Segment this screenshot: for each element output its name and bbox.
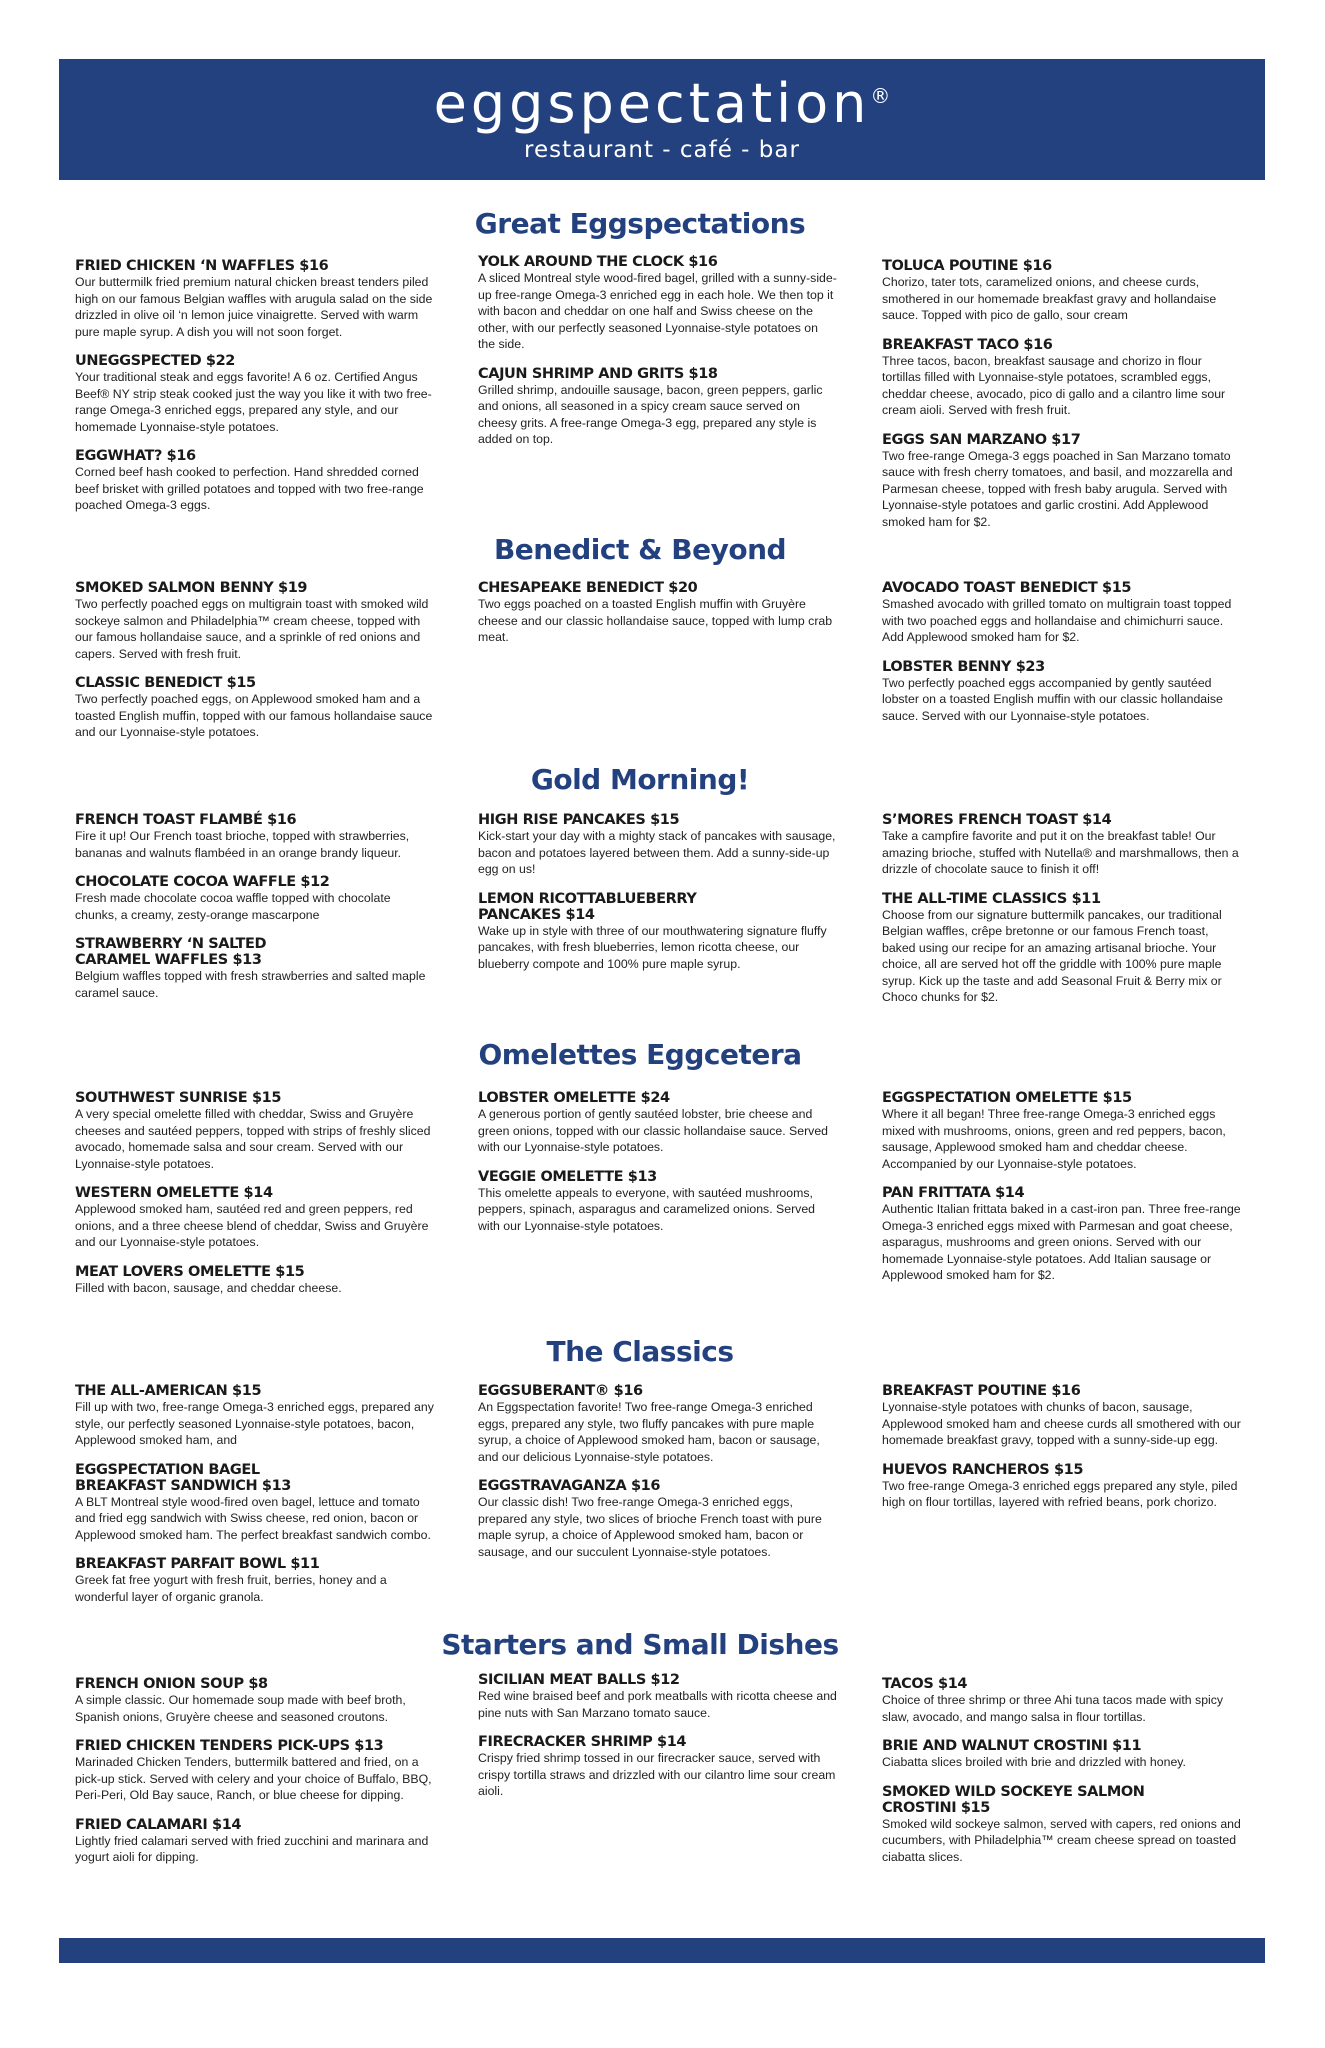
footer-bar	[59, 1938, 1265, 1963]
brand-logo	[59, 72, 1265, 135]
item-description: Smoked wild sockeye salmon, served with capers, red onions and cucumbers, with Philadelphia™ cream cheese spread on toasted ciabatta slices.	[882, 1816, 1241, 1864]
menu-column	[882, 1383, 1242, 1524]
header-banner	[59, 59, 1265, 180]
menu-item	[75, 1738, 435, 1804]
item-description: Three tacos, bacon, breakfast sausage and chorizo in flour tortillas filled with Lyonnaise-style potatoes, scrambled eggs, cheddar cheese, avocado, pico di gallo and a cilantro lime sour cream aioli. Served with fresh fruit.	[882, 353, 1226, 417]
menu-item	[75, 936, 435, 1001]
item-description: Applewood smoked ham, sautéed red and green peppers, red onions, and a three cheese blend of cheddar, Swiss and Gruyère and our Lyonnaise-style potatoes.	[75, 1202, 429, 1249]
menu-column	[478, 254, 838, 461]
item-name: STRAWBERRY ‘N SALTED CARAMEL WAFFLES $13	[75, 936, 267, 968]
item-description: Two perfectly poached eggs on multigrain toast with smoked wild sockeye salmon and Philadelphia™ cream cheese, topped with our famous hollandaise sauce, and a sprinkle of red onions and capers. Served with fresh fruit.	[75, 597, 429, 661]
menu-item	[75, 448, 435, 514]
menu-column	[882, 258, 1242, 543]
item-description: Red wine braised beef and pork meatballs with ricotta cheese and pine nuts with San Marzano tomato sauce.	[478, 1689, 837, 1720]
menu-item	[75, 1676, 435, 1725]
menu-item	[75, 1264, 435, 1297]
menu-item	[882, 1383, 1242, 1449]
menu-item	[882, 812, 1242, 878]
item-description: A BLT Montreal style wood-fired oven bagel, lettuce and tomato and fried egg sandwich with Swiss cheese, red onion, bacon or Applewood smoked ham. The perfect breakfast sandwich combo.	[75, 1494, 431, 1542]
item-description: A generous portion of gently sautéed lobster, brie cheese and green onions, topped with our classic hollandaise sauce. Served with our Lyonnaise-style potatoes.	[478, 1107, 828, 1154]
menu-item	[478, 366, 838, 448]
item-name: EGGSPECTATION BAGEL BREAKFAST SANDWICH $13	[75, 1461, 291, 1494]
item-description: Your traditional steak and eggs favorite! A 6 oz. Certified Angus Beef® NY strip steak cooked just the way you like it with two free- range Omega-3 enriched eggs, prepared any style, and our homemade Lyonnaise-style potatoes.	[75, 370, 432, 434]
menu-column	[75, 1383, 435, 1618]
item-name: WESTERN OMELETTE $14	[75, 1185, 273, 1201]
menu-column	[75, 1676, 435, 1879]
item-name: EGGSUBERANT® $16	[478, 1383, 643, 1399]
menu-item	[478, 891, 838, 973]
menu-item	[478, 812, 838, 878]
menu-item	[75, 874, 435, 923]
item-description: Two perfectly poached eggs accompanied by gently sautéed lobster on a toasted English muffin with our classic hollandaise sauce. Served with our Lyonnaise-style potatoes.	[882, 675, 1223, 723]
item-description: Where it all began! Three free-range Omega-3 enriched eggs mixed with mushrooms, onions, green and red peppers, bacon, sausage, Applewood smoked ham and cheddar cheese. Accompanied by our Lyonnaise-style potatoes.	[882, 1107, 1226, 1171]
section-title-starters-small-dishes: Starters and Small Dishes	[441, 1628, 839, 1661]
item-name: VEGGIE OMELETTE $13	[478, 1168, 657, 1185]
item-name: BREAKFAST PARFAIT BOWL $11	[75, 1556, 320, 1572]
item-name: FRENCH ONION SOUP $8	[75, 1676, 268, 1692]
section-title-the-classics: The Classics	[546, 1335, 734, 1368]
menu-item	[75, 812, 435, 861]
item-name: HUEVOS RANCHEROS $15	[882, 1461, 1084, 1478]
item-description: Fresh made chocolate cocoa waffle topped with chocolate chunks, a creamy, zesty-orange mascarpone	[75, 891, 391, 922]
item-description: Two free-range Omega-3 eggs poached in San Marzano tomato sauce with fresh cherry tomatoes, and basil, and mozzarella and Parmesan cheese, topped with fresh baby arugula. Served with Lyonnaise-style potatoes and garlic crostini. Add Applewood smoked ham for $2.	[882, 448, 1233, 529]
trademark-symbol: ®	[870, 84, 891, 108]
menu-column	[478, 1672, 838, 1813]
item-name: BRIE AND WALNUT CROSTINI $11	[882, 1738, 1142, 1754]
item-description: Our classic dish! Two free-range Omega-3 enriched eggs, prepared any style, two slices of brioche French toast with pure maple syrup, a choice of Applewood smoked ham, bacon or sausage, and our succulent Lyonnaise-style potatoes.	[478, 1495, 822, 1559]
menu-item	[882, 1462, 1242, 1511]
menu-item	[75, 1556, 435, 1605]
menu-item	[882, 1738, 1242, 1771]
menu-item	[75, 580, 435, 662]
brand-tagline: restaurant - café - bar	[524, 137, 800, 163]
item-description: Corned beef hash cooked to perfection. Hand shredded corned beef brisket with grilled potatoes and topped with two free-range poached Omega-3 eggs.	[75, 465, 424, 512]
menu-column	[75, 812, 435, 1014]
item-description: Choice of three shrimp or three Ahi tuna tacos made with spicy slaw, avocado, and mango salsa in flour tortillas.	[882, 1693, 1224, 1724]
menu-item	[75, 258, 435, 340]
item-description: Authentic Italian frittata baked in a cast-iron pan. Three free-range Omega-3 enriched eggs mixed with Parmesan and goat cheese, asparagus, mushrooms and green onions. Served with our homemade Lyonnaise-style potatoes. Add Italian sausage or Applewood smoked ham for $2.	[882, 1202, 1241, 1282]
item-description: Grilled shrimp, andouille sausage, bacon, green peppers, garlic and onions, all seasoned in a spicy cream sauce served on cheesy grits. A free-range Omega-3 egg, prepared any style is added on top.	[478, 382, 823, 446]
menu-item	[478, 1734, 838, 1800]
item-name: HIGH RISE PANCAKES $15	[478, 812, 680, 828]
item-description: Fill up with two, free-range Omega-3 enriched eggs, prepared any style, our perfectly seasoned Lyonnaise-style potatoes, bacon, Applewood smoked ham, and	[75, 1400, 434, 1447]
menu-column	[75, 580, 435, 754]
menu-column	[75, 1090, 435, 1309]
item-name: FRIED CHICKEN TENDERS PICK-UPS $13	[75, 1738, 384, 1754]
item-description: Greek fat free yogurt with fresh fruit, berries, honey and a wonderful layer of organic granola.	[75, 1573, 387, 1604]
item-name: EGGSTRAVAGANZA $16	[478, 1478, 661, 1494]
item-description: Wake up in style with three of our mouthwatering signature fluffy pancakes, with fresh blueberries, lemon ricotta cheese, our blueberry compote and 100% pure maple syrup.	[478, 923, 827, 971]
section-title-great-eggspectations: Great Eggspectations	[474, 207, 806, 240]
menu-item	[75, 1817, 435, 1866]
menu-item	[882, 1090, 1242, 1172]
menu-item	[882, 337, 1242, 419]
item-name: EGGWHAT? $16	[75, 448, 196, 464]
menu-item	[882, 1784, 1242, 1866]
item-description: Choose from our signature buttermilk pancakes, our traditional Belgian waffles, crêpe bretonne or our famous French toast, baked using our recipe for an amazing artisanal brioche. Your choice, all are served hot off the griddle with 100% pure maple syrup. Kick up the taste and add Seasonal Fruit & Berry mix or Choco chunks for $2.	[882, 907, 1222, 1004]
menu-item	[478, 1090, 838, 1156]
section-title-benedict-beyond: Benedict & Beyond	[493, 533, 787, 566]
item-description: Smashed avocado with grilled tomato on multigrain toast topped with two poached eggs and hollandaise and chimichurri sauce. Add Applewood smoked ham for $2.	[882, 597, 1232, 644]
menu-column	[882, 580, 1242, 737]
item-name: THE ALL-AMERICAN $15	[75, 1383, 262, 1399]
item-name: SOUTHWEST SUNRISE $15	[75, 1090, 282, 1106]
item-description: Marinaded Chicken Tenders, buttermilk battered and fried, on a pick-up stick. Served with celery and your choice of Buffalo, BBQ, Peri-Peri, Old Bay sauce, Ranch, or blue cheese for dipping.	[75, 1755, 432, 1802]
item-description: Two free-range Omega-3 enriched eggs prepared any style, piled high on flour tortillas, layered with refried beans, pork chorizo.	[882, 1478, 1238, 1509]
menu-item	[75, 1383, 435, 1449]
item-name: PAN FRITTATA $14	[882, 1185, 1025, 1201]
item-name: YOLK AROUND THE CLOCK $16	[478, 254, 718, 270]
menu-column	[478, 1090, 838, 1247]
menu-column	[882, 812, 1242, 1019]
item-name: FRIED CALAMARI $14	[75, 1816, 242, 1833]
menu-column	[75, 258, 435, 527]
item-name: FIRECRACKER SHRIMP $14	[478, 1734, 687, 1750]
item-description: Kick-start your day with a mighty stack of pancakes with sausage, bacon and potatoes layered between them. Add a sunny-side-up egg on us!	[478, 829, 836, 876]
menu-item	[882, 659, 1242, 725]
menu-item	[75, 1090, 435, 1172]
item-name: THE ALL-TIME CLASSICS $11	[882, 890, 1101, 907]
menu-item	[478, 1383, 838, 1465]
item-description: Fire it up! Our French toast brioche, topped with strawberries, bananas and walnuts flambéed in an orange brandy liqueur.	[75, 829, 410, 860]
item-name: SICILIAN MEAT BALLS $12	[478, 1672, 680, 1688]
item-description: A very special omelette filled with cheddar, Swiss and Gruyère cheeses and sautéed peppers, topped with strips of freshly sliced avocado, homemade salsa and sour cream. Served with our Lyonnaise-style potatoes.	[75, 1107, 431, 1171]
item-name: SMOKED WILD SOCKEYE SALMON CROSTINI $15	[882, 1783, 1145, 1816]
item-name: CHOCOLATE COCOA WAFFLE $12	[75, 874, 330, 890]
item-description: Take a campfire favorite and put it on the breakfast table! Our amazing brioche, stuffed with Nutella® and marshmallows, then a drizzle of chocolate sauce to finish it off!	[882, 829, 1239, 876]
item-description: Belgium waffles topped with fresh strawberries and salted maple caramel sauce.	[75, 969, 426, 1000]
menu-item	[75, 1185, 435, 1251]
item-description: Two eggs poached on a toasted English muffin with Gruyère cheese and our classic hollandaise sauce, topped with lump crab meat.	[478, 597, 833, 644]
menu-item	[75, 1462, 435, 1544]
menu-column	[478, 580, 838, 659]
menu-item	[882, 432, 1242, 531]
item-description: Ciabatta slices broiled with brie and drizzled with honey.	[882, 1755, 1186, 1769]
item-name: TACOS $14	[882, 1676, 968, 1692]
menu-item	[478, 1478, 838, 1560]
item-name: EGGSPECTATION OMELETTE $15	[882, 1090, 1132, 1106]
menu-item	[478, 1672, 838, 1721]
item-description: A sliced Montreal style wood-fired bagel, grilled with a sunny-side-up free-range Omega-3 enriched egg in each hole. We then top it with bacon and cheddar on one half and Swiss cheese on the other, with our perfectly seasoned Lyonnaise-style potatoes on the side.	[478, 271, 837, 351]
item-description: A simple classic. Our homemade soup made with beef broth, Spanish onions, Gruyère cheese and seasoned croutons.	[75, 1693, 406, 1724]
menu-item	[882, 891, 1242, 1006]
menu-item	[478, 1169, 838, 1235]
item-name: S’MORES FRENCH TOAST $14	[882, 812, 1112, 828]
menu-column	[478, 1383, 838, 1573]
item-description: Our buttermilk fried premium natural chicken breast tenders piled high on our famous Belgian waffles with arugula salad on the side drizzled in olive oil ‘n lemon juice vinaigrette. Served with warm pure maple syrup. A dish you will not soon forget.	[75, 275, 433, 339]
item-description: Crispy fried shrimp tossed in our firecracker sauce, served with crispy tortilla straws and drizzled with our cilantro lime sour cream aioli.	[478, 1751, 836, 1798]
item-name: CAJUN SHRIMP AND GRITS $18	[478, 365, 718, 382]
menu-item	[882, 580, 1242, 646]
item-name: CLASSIC BENEDICT $15	[75, 675, 256, 691]
brand-name: eggspectation	[433, 72, 871, 135]
item-name: SMOKED SALMON BENNY $19	[75, 580, 308, 596]
item-name: MEAT LOVERS OMELETTE $15	[75, 1263, 305, 1280]
item-name: BREAKFAST TACO $16	[882, 336, 1053, 353]
menu-item	[882, 258, 1242, 324]
item-name: EGGS SAN MARZANO $17	[882, 431, 1081, 448]
item-description: Chorizo, tater tots, caramelized onions, and cheese curds, smothered in our homemade breakfast gravy and hollandaise sauce. Topped with pico de gallo, sour cream	[882, 275, 1217, 322]
item-description: Filled with bacon, sausage, and cheddar cheese.	[75, 1280, 342, 1295]
menu-item	[478, 580, 838, 646]
item-name: AVOCADO TOAST BENEDICT $15	[882, 580, 1132, 596]
item-name: LEMON RICOTTABLUEBERRY PANCAKES $14	[478, 890, 697, 923]
item-name: FRIED CHICKEN ‘N WAFFLES $16	[75, 258, 329, 274]
item-name: UNEGGSPECTED $22	[75, 353, 235, 369]
menu-item	[75, 353, 435, 435]
item-name: CHESAPEAKE BENEDICT $20	[478, 580, 698, 596]
menu-item	[75, 675, 435, 741]
menu-item	[882, 1676, 1242, 1725]
item-description: This omelette appeals to everyone, with sautéed mushrooms, peppers, spinach, asparagus and caramelized onions. Served with our Lyonnaise-style potatoes.	[478, 1185, 816, 1233]
item-name: TOLUCA POUTINE $16	[882, 258, 1052, 274]
section-title-gold-morning: Gold Morning!	[530, 763, 750, 796]
menu-column	[478, 812, 838, 985]
menu-column	[882, 1676, 1242, 1878]
item-description: Lyonnaise-style potatoes with chunks of bacon, sausage, Applewood smoked ham and cheese curds all smothered with our homemade breakfast gravy, topped with a sunny-side-up egg.	[882, 1400, 1241, 1447]
item-description: Two perfectly poached eggs, on Applewood smoked ham and a toasted English muffin, topped with our famous hollandaise sauce and our Lyonnaise-style potatoes.	[75, 692, 433, 739]
item-description: An Eggspectation favorite! Two free-range Omega-3 enriched eggs, prepared any style, two fluffy pancakes with pure maple syrup, a choice of Applewood smoked ham, bacon or sausage, and our delicious Lyonnaise-style potatoes.	[478, 1400, 820, 1464]
item-description: Lightly fried calamari served with fried zucchini and marinara and yogurt aioli for dipping.	[75, 1833, 429, 1864]
menu-item	[478, 254, 838, 353]
item-name: FRENCH TOAST FLAMBÉ $16	[75, 812, 297, 828]
item-name: LOBSTER BENNY $23	[882, 658, 1045, 675]
menu-item	[882, 1185, 1242, 1284]
item-name: BREAKFAST POUTINE $16	[882, 1383, 1081, 1399]
section-title-omelettes-eggcetera: Omelettes Eggcetera	[478, 1038, 802, 1071]
menu-column	[882, 1090, 1242, 1297]
item-name: LOBSTER OMELETTE $24	[478, 1090, 670, 1106]
